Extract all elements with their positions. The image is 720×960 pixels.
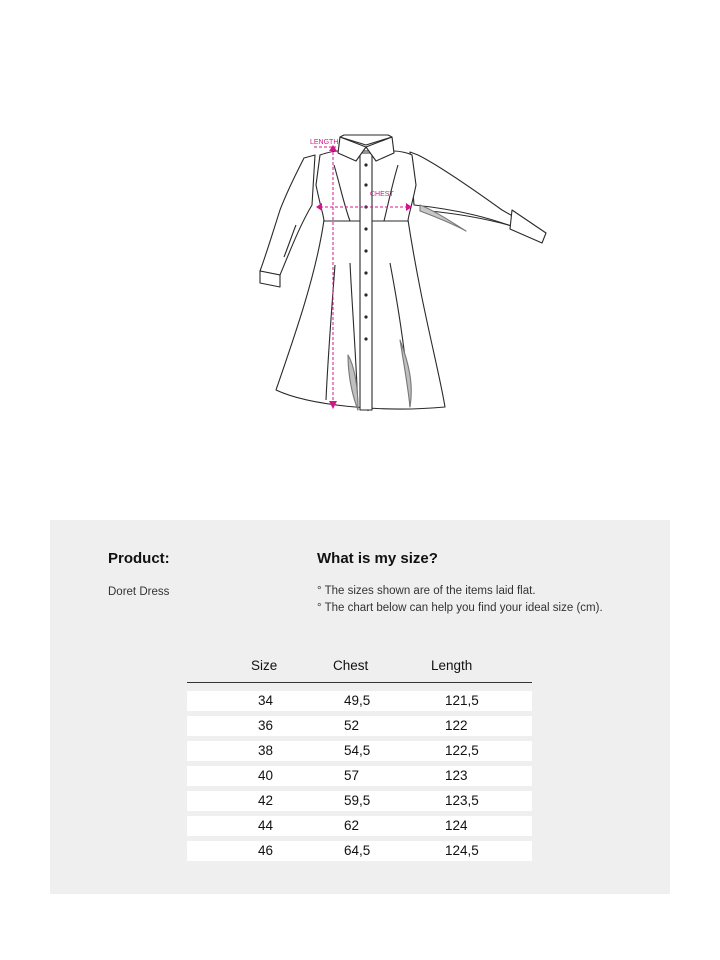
cell-chest: 64,5 bbox=[344, 843, 371, 858]
cell-length: 122 bbox=[445, 718, 468, 733]
cell-length: 123,5 bbox=[445, 793, 479, 808]
cell-chest: 49,5 bbox=[344, 693, 371, 708]
table-row bbox=[187, 766, 532, 786]
product-heading: Product: bbox=[108, 550, 170, 567]
cell-chest: 54,5 bbox=[344, 743, 371, 758]
table-row bbox=[187, 716, 532, 736]
size-table-body bbox=[187, 691, 532, 861]
header-size: Size bbox=[251, 658, 278, 673]
cell-length: 122,5 bbox=[445, 743, 479, 758]
cell-chest: 62 bbox=[344, 818, 360, 833]
product-name: Doret Dress bbox=[108, 586, 170, 598]
cell-size: 36 bbox=[258, 718, 274, 733]
size-note-flat: ° The sizes shown are of the items laid flat. bbox=[317, 585, 536, 597]
dress-illustration bbox=[240, 125, 560, 425]
cell-length: 123 bbox=[445, 768, 468, 783]
chest-label: CHEST bbox=[370, 191, 394, 198]
cell-size: 34 bbox=[258, 693, 274, 708]
length-label: LENGTH bbox=[310, 139, 339, 146]
table-row bbox=[187, 741, 532, 761]
table-row bbox=[187, 816, 532, 836]
size-heading: What is my size? bbox=[317, 550, 438, 567]
header-length: Length bbox=[431, 658, 473, 673]
cell-length: 124 bbox=[445, 818, 468, 833]
cell-length: 121,5 bbox=[445, 693, 479, 708]
table-row bbox=[187, 841, 532, 861]
cell-chest: 57 bbox=[344, 768, 360, 783]
size-note-chart: ° The chart below can help you find your ideal size (cm). bbox=[317, 602, 603, 614]
cell-length: 124,5 bbox=[445, 843, 479, 858]
cell-size: 44 bbox=[258, 818, 274, 833]
cell-size: 38 bbox=[258, 743, 274, 758]
cell-chest: 52 bbox=[344, 718, 360, 733]
size-info-panel bbox=[50, 520, 670, 894]
cell-size: 40 bbox=[258, 768, 274, 783]
cell-size: 46 bbox=[258, 843, 274, 858]
size-table bbox=[187, 658, 532, 866]
table-row bbox=[187, 691, 532, 711]
size-table-header bbox=[187, 658, 532, 683]
header-chest: Chest bbox=[333, 658, 369, 673]
cell-chest: 59,5 bbox=[344, 793, 371, 808]
dress-drawing bbox=[240, 125, 560, 425]
cell-size: 42 bbox=[258, 793, 274, 808]
table-row bbox=[187, 791, 532, 811]
